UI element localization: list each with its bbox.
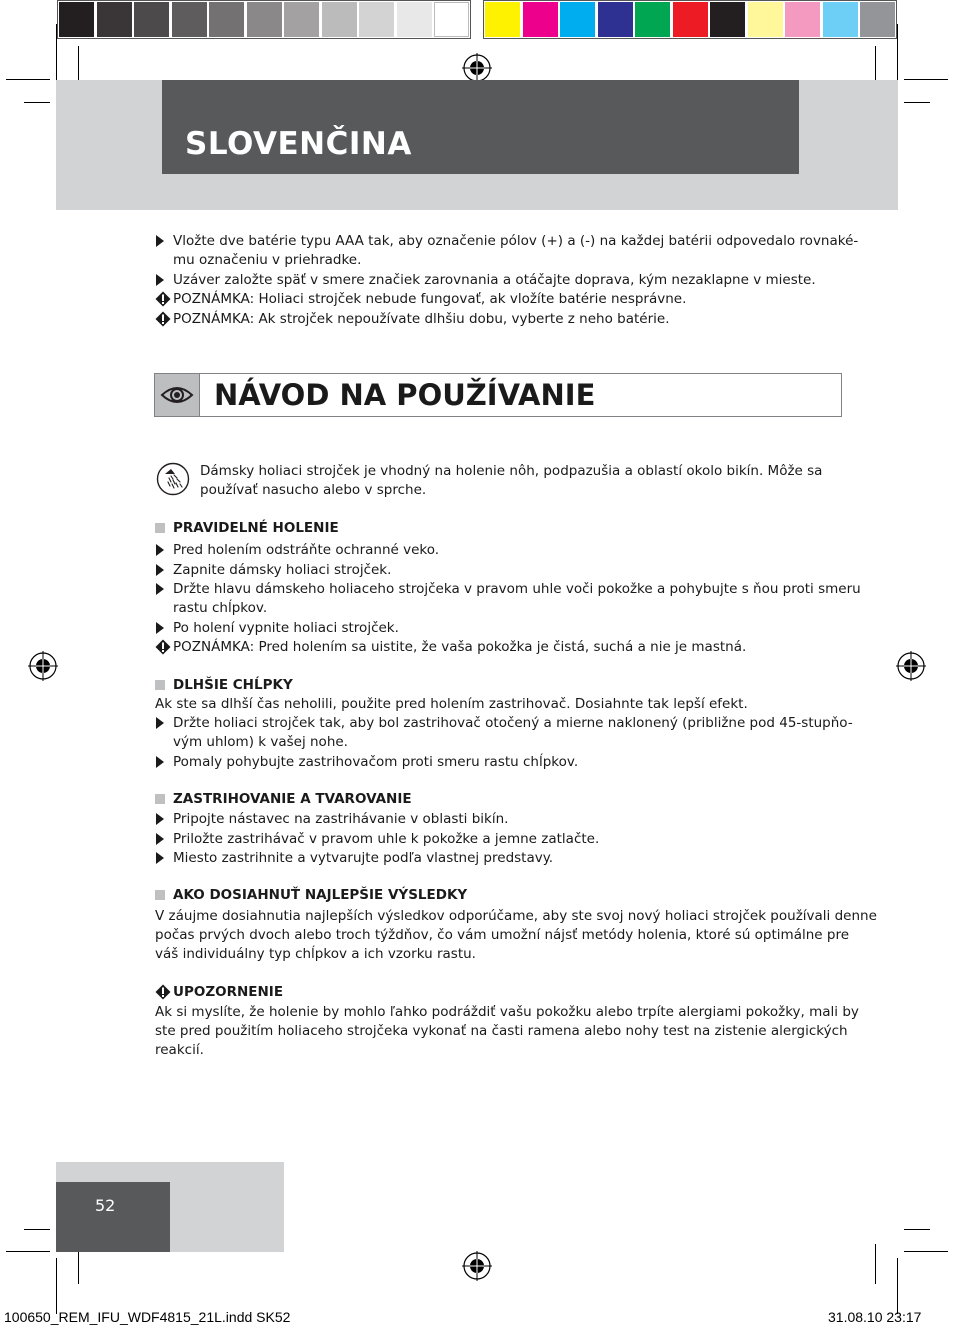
heading-square-icon xyxy=(155,794,165,804)
footer-filename: 100650_REM_IFU_WDF4815_21L.indd SK52 xyxy=(4,1309,291,1325)
registration-mark-icon xyxy=(28,651,58,681)
bullet-arrow-icon xyxy=(156,756,164,768)
bullet-arrow-icon xyxy=(156,833,164,845)
paragraph-text: Ak ste sa dlhší čas neholili, použite pred holením zastrihovač. Dosiahnte tak lepší efekt. xyxy=(155,696,748,712)
list-item-text: Zapnite dámsky holiaci strojček. xyxy=(173,561,392,578)
note-text: POZNÁMKA: Holiaci strojček nebude fungovať, ak vložíte batérie nesprávne. xyxy=(173,291,687,307)
section-icon-cell xyxy=(155,374,200,416)
gray-swatch xyxy=(247,2,282,37)
list-item-text: Miesto zastrihnite a vytvarujte podľa vlastnej predstavy. xyxy=(173,850,554,866)
registration-mark-icon xyxy=(462,1251,492,1281)
gray-swatch xyxy=(397,2,432,37)
subsection-heading: PRAVIDELNÉ HOLENIE xyxy=(173,520,339,536)
bullet-arrow-icon xyxy=(156,235,164,247)
bullet-arrow-icon xyxy=(156,544,164,556)
list-item-text: rastu chĺpkov. xyxy=(173,600,268,616)
gray-swatch xyxy=(322,2,357,37)
list-item-text: Držte hlavu dámskeho holiaceho strojčeka v pravom uhle voči pokožke a pohybujte s ňou proti smeru xyxy=(173,581,861,597)
list-item-text: mu označeniu v priehradke. xyxy=(173,252,362,268)
paragraph-text: V záujme dosiahnutia najlepších výsledkov odporúčame, aby ste svoj nový holiaci strojček používali denne xyxy=(155,908,877,924)
registration-mark-icon xyxy=(462,53,492,83)
subsection-heading: ZASTRIHOVANIE A TVAROVANIE xyxy=(173,791,412,807)
subsection-heading: AKO DOSIAHNUŤ NAJLEPŠIE VÝSLEDKY xyxy=(173,887,468,903)
gray-swatch xyxy=(134,2,169,37)
color-swatch xyxy=(673,2,708,37)
gray-swatch xyxy=(59,2,94,37)
color-swatch xyxy=(560,2,595,37)
paragraph-text: počas prvých dvoch alebo troch týždňov, čo vám umožní nájsť metódy holenia, ktoré sú optimálne pre xyxy=(155,927,850,943)
bullet-arrow-icon xyxy=(156,622,164,634)
color-swatch xyxy=(823,2,858,37)
gray-swatch xyxy=(434,2,469,37)
heading-square-icon xyxy=(155,523,165,533)
paragraph-text: reakcií. xyxy=(155,1042,204,1058)
list-item-text: Držte holiaci strojček tak, aby bol zastrihovač otočený a mierne naklonený (približne pod 45-stupňo- xyxy=(173,715,853,731)
warning-icon xyxy=(155,984,171,1000)
footer-timestamp: 31.08.10 23:17 xyxy=(828,1309,922,1325)
list-item-text: vým uhlom) k vašej nohe. xyxy=(173,734,348,750)
heading-square-icon xyxy=(155,680,165,690)
bullet-arrow-icon xyxy=(156,717,164,729)
list-item-text: Vložte dve batérie typu AAA tak, aby označenie pólov (+) a (-) na každej batérii odpovedalo rovnaké- xyxy=(173,233,859,249)
subsection-heading: DLHŠIE CHĹPKY xyxy=(173,677,293,693)
paragraph-text: váš individuálny typ chĺpkov a ich vzorku rastu. xyxy=(155,946,476,962)
list-item-text: Uzáver založte späť v smere značiek zarovnania a otáčajte doprava, kým nezaklapne v mieste. xyxy=(173,271,816,288)
paragraph-text: Ak si myslíte, že holenie by mohlo ľahko podráždiť vašu pokožku alebo trpíte alergiami pokožky, mali by xyxy=(155,1004,859,1020)
color-swatch xyxy=(748,2,783,37)
registration-mark-icon xyxy=(896,651,926,681)
section-title: NÁVOD NA POUŽÍVANIE xyxy=(214,378,596,412)
subsection-heading: UPOZORNENIE xyxy=(173,984,284,1000)
list-item-text: Pred holením odstráňte ochranné veko. xyxy=(173,542,440,558)
page-number-box xyxy=(56,1182,170,1252)
warning-icon xyxy=(155,291,171,307)
color-swatch xyxy=(860,2,895,37)
shower-icon xyxy=(156,462,190,496)
gray-swatch xyxy=(97,2,132,37)
gray-swatch xyxy=(359,2,394,37)
color-swatch xyxy=(598,2,633,37)
note-text: POZNÁMKA: Pred holením sa uistite, že vaša pokožka je čistá, suchá a nie je mastná. xyxy=(173,639,747,655)
color-swatch xyxy=(710,2,745,37)
gray-swatch xyxy=(284,2,319,37)
note-text: POZNÁMKA: Ak strojček nepoužívate dlhšiu dobu, vyberte z neho batérie. xyxy=(173,310,670,327)
list-item-text: Po holení vypnite holiaci strojček. xyxy=(173,619,399,636)
bullet-arrow-icon xyxy=(156,274,164,286)
gray-swatch xyxy=(209,2,244,37)
bullet-arrow-icon xyxy=(156,852,164,864)
color-swatch xyxy=(785,2,820,37)
list-item-text: Pripojte nástavec na zastrihávanie v oblasti bikín. xyxy=(173,811,509,827)
color-swatch xyxy=(485,2,520,37)
eye-icon xyxy=(155,374,199,416)
warning-icon xyxy=(155,311,171,327)
warning-icon xyxy=(155,639,171,655)
page-number: 52 xyxy=(95,1196,116,1215)
bullet-arrow-icon xyxy=(156,564,164,576)
list-item-text: Priložte zastrihávač v pravom uhle k pokožke a jemne zatlačte. xyxy=(173,830,600,847)
list-item-text: Pomaly pohybujte zastrihovačom proti smeru rastu chĺpkov. xyxy=(173,753,579,770)
page-title: SLOVENČINA xyxy=(185,126,412,162)
shower-note-text: používať nasucho alebo v sprche. xyxy=(200,482,427,498)
shower-note-text: Dámsky holiaci strojček je vhodný na holenie nôh, podpazušia a oblastí okolo bikín. Môže sa xyxy=(200,463,823,479)
color-swatch xyxy=(635,2,670,37)
bullet-arrow-icon xyxy=(156,813,164,825)
gray-swatch xyxy=(172,2,207,37)
heading-square-icon xyxy=(155,890,165,900)
color-swatch xyxy=(523,2,558,37)
paragraph-text: ste pred použitím holiaceho strojčeka vykonať na časti ramena alebo nohy test na zistenie alergických xyxy=(155,1023,848,1039)
bullet-arrow-icon xyxy=(156,583,164,595)
